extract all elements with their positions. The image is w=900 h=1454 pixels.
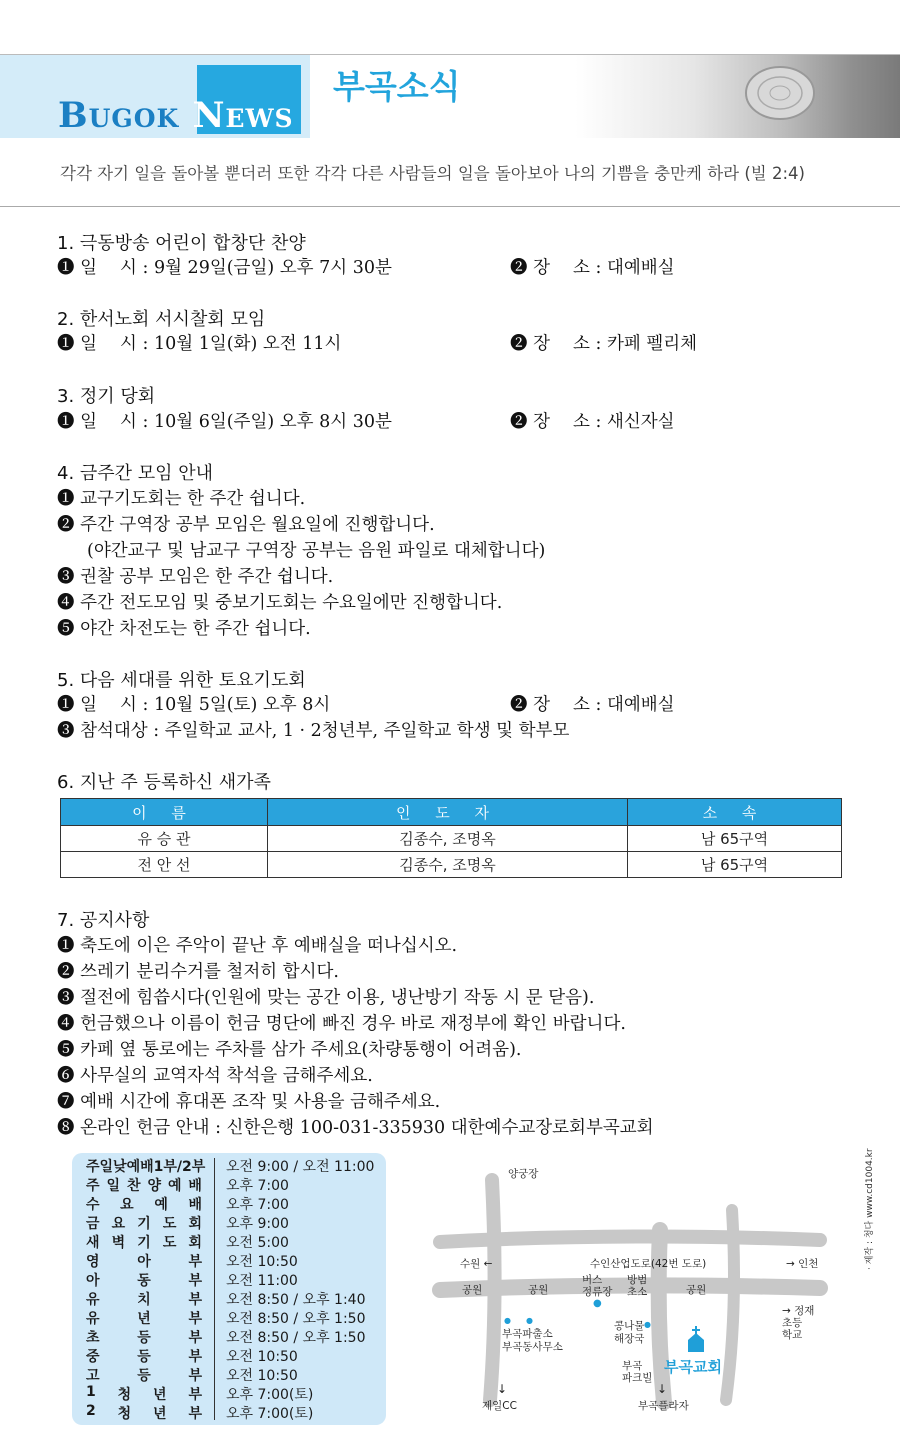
column-header-group: 소 속	[628, 799, 842, 826]
service-time: 오전 9:00 / 오전 11:00	[226, 1159, 375, 1175]
list-item: ❷ 쓰레기 분리수거를 철저히 합시다.	[57, 962, 339, 982]
list-item: ❺ 야간 차전도는 한 주간 쉽니다.	[57, 619, 311, 639]
service-time: 오전 8:50 / 오후 1:50	[226, 1330, 366, 1346]
list-item: ❶ 축도에 이은 주악이 끝난 후 예배실을 떠나십시오.	[57, 936, 458, 956]
service-name: 고 등 부	[86, 1368, 202, 1384]
service-time: 오전 8:50 / 오후 1:40	[226, 1292, 366, 1308]
event-place: ❷ 장 소 : 대예배실	[510, 695, 675, 715]
map-label: 공원	[686, 1284, 707, 1296]
service-name: 주 일 찬 양 예 배	[86, 1178, 202, 1194]
service-time: 오전 11:00	[226, 1273, 298, 1289]
new-family-table	[60, 798, 842, 878]
schedule-divider	[214, 1158, 215, 1420]
section-heading: 2. 한서노회 서시찰회 모임	[57, 309, 266, 330]
section-heading: 5. 다음 세대를 위한 토요기도회	[57, 670, 306, 691]
table-header-row	[61, 799, 842, 826]
church-label: 부곡교회	[664, 1358, 722, 1376]
service-time: 오후 7:00(토)	[226, 1387, 314, 1403]
table-cell: 김종수, 조명옥	[268, 826, 628, 852]
map-label: 수인산업도로(42번 도로)	[590, 1258, 707, 1270]
event-place: ❷ 장 소 : 대예배실	[510, 258, 675, 278]
location-marker-icon: ●	[504, 1316, 511, 1325]
service-time: 오전 10:50	[226, 1349, 298, 1365]
list-item-note: (야간교구 및 남교구 구역장 공부는 음원 파일로 대체합니다)	[87, 541, 546, 561]
table-row	[61, 826, 842, 852]
map-label: 버스 정류장	[582, 1274, 613, 1298]
map-label: 수원 ←	[460, 1258, 493, 1270]
list-item: ❹ 주간 전도모임 및 중보기도회는 수요일에만 진행합니다.	[57, 593, 503, 613]
bus-stop-marker-icon: ●	[593, 1298, 602, 1309]
service-name: 금 요 기 도 회	[86, 1216, 202, 1232]
map-label: 부곡플라자	[638, 1400, 689, 1412]
event-place: ❷ 장 소 : 카페 펠리체	[510, 334, 698, 354]
service-time: 오전 8:50 / 오후 1:50	[226, 1311, 366, 1327]
section-heading: 4. 금주간 모임 안내	[57, 463, 214, 484]
event-datetime: ❶ 일 시 : 10월 1일(화) 오전 11시	[57, 334, 342, 354]
section-heading: 3. 정기 당회	[57, 386, 156, 407]
list-item: ❸ 권찰 공부 모임은 한 주간 쉽니다.	[57, 567, 334, 587]
location-marker-icon: ●	[526, 1316, 533, 1325]
table-cell: 김종수, 조명옥	[268, 852, 628, 878]
map-label: 공원	[528, 1284, 549, 1296]
church-location-map	[420, 1170, 840, 1430]
scripture-verse: 각각 자기 일을 돌아볼 뿐더러 또한 각각 다른 사람들의 일을 돌아보아 나의 기쁨을 충만케 하라 (빌 2:4)	[60, 164, 805, 183]
list-item: ❹ 헌금했으나 이름이 헌금 명단에 빠진 경우 바로 재정부에 확인 바랍니다.	[57, 1014, 626, 1034]
section-heading: 6. 지난 주 등록하신 새가족	[57, 772, 271, 793]
service-name: 1 청 년 부	[86, 1384, 202, 1403]
service-time: 오후 9:00	[226, 1216, 289, 1232]
event-place: ❷ 장 소 : 새신자실	[510, 412, 675, 432]
list-item: ❶ 교구기도회는 한 주간 쉽니다.	[57, 489, 306, 509]
list-item: ❽ 온라인 헌금 안내 : 신한은행 100-031-335930 대한예수교장로회부곡교회	[57, 1118, 654, 1138]
service-name: 영 아 부	[86, 1254, 202, 1270]
service-name: 유 년 부	[86, 1311, 202, 1327]
service-name: 수 요 예 배	[86, 1197, 202, 1213]
church-icon	[685, 1326, 707, 1352]
list-item: ❻ 사무실의 교역자석 착석을 금해주세요.	[57, 1066, 373, 1086]
service-name: 2 청 년 부	[86, 1403, 202, 1422]
event-datetime: ❶ 일 시 : 10월 6일(주일) 오후 8시 30분	[57, 412, 392, 432]
map-label: 공원	[462, 1284, 483, 1296]
service-name: 아 동 부	[86, 1273, 202, 1289]
service-name: 중 등 부	[86, 1349, 202, 1365]
list-item: ❺ 카페 옆 통로에는 주차를 삼가 주세요(차량통행이 어려움).	[57, 1040, 522, 1060]
service-name: 유 치 부	[86, 1292, 202, 1308]
map-label: 콩나물 해장국	[614, 1320, 645, 1345]
event-attendees: ❸ 참석대상 : 주일학교 교사, 1 · 2청년부, 주일학교 학생 및 학부모	[57, 721, 570, 741]
table-cell: 남 65구역	[628, 852, 842, 878]
map-label: 부곡 파크빌	[622, 1360, 653, 1384]
map-label: 양궁장	[508, 1168, 539, 1180]
service-name: 초 등 부	[86, 1330, 202, 1346]
credit-text: · 제작 : 청다 www.cd1004.kr	[865, 1148, 875, 1270]
column-header-name: 이 름	[61, 799, 268, 826]
map-label: 제일CC	[482, 1400, 517, 1412]
service-time: 오후 7:00	[226, 1178, 289, 1194]
map-roads	[420, 1170, 840, 1430]
arrow-down-icon: ↓	[497, 1382, 508, 1396]
service-time: 오전 10:50	[226, 1368, 298, 1384]
event-datetime: ❶ 일 시 : 9월 29일(금일) 오후 7시 30분	[57, 258, 392, 278]
service-name: 새 벽 기 도 회	[86, 1235, 202, 1251]
map-label: 방범 초소	[627, 1274, 648, 1298]
column-header-guide: 인 도 자	[268, 799, 628, 826]
map-label: → 정재 초등 학교	[782, 1305, 815, 1341]
table-cell: 남 65구역	[628, 826, 842, 852]
table-cell: 전 안 선	[61, 852, 268, 878]
table-cell: 유 승 관	[61, 826, 268, 852]
bugok-news-logo: Bugok News	[58, 95, 294, 136]
event-datetime: ❶ 일 시 : 10월 5일(토) 오후 8시	[57, 695, 331, 715]
list-item: ❸ 절전에 힘씁시다(인원에 맞는 공간 이용, 냉난방기 작동 시 문 닫음).	[57, 988, 595, 1008]
list-item: ❼ 예배 시간에 휴대폰 조작 및 사용을 금해주세요.	[57, 1092, 441, 1112]
map-label: 부곡파출소 부곡동사무소	[502, 1328, 563, 1353]
service-time: 오전 5:00	[226, 1235, 289, 1251]
list-item: ❷ 주간 구역장 공부 모임은 월요일에 진행합니다.	[57, 515, 435, 535]
service-time: 오전 10:50	[226, 1254, 298, 1270]
map-label: → 인천	[786, 1258, 819, 1270]
service-time: 오후 7:00(토)	[226, 1406, 314, 1422]
location-marker-icon: ●	[644, 1320, 651, 1329]
service-time: 오후 7:00	[226, 1197, 289, 1213]
table-row	[61, 852, 842, 878]
page-title: 부곡소식	[333, 67, 461, 106]
section-heading: 7. 공지사항	[57, 910, 150, 931]
service-name: 주일낮예배1부/2부	[86, 1159, 206, 1175]
arrow-down-icon: ↓	[657, 1382, 668, 1396]
divider	[0, 206, 900, 207]
section-heading: 1. 극동방송 어린이 합창단 찬양	[57, 233, 306, 254]
